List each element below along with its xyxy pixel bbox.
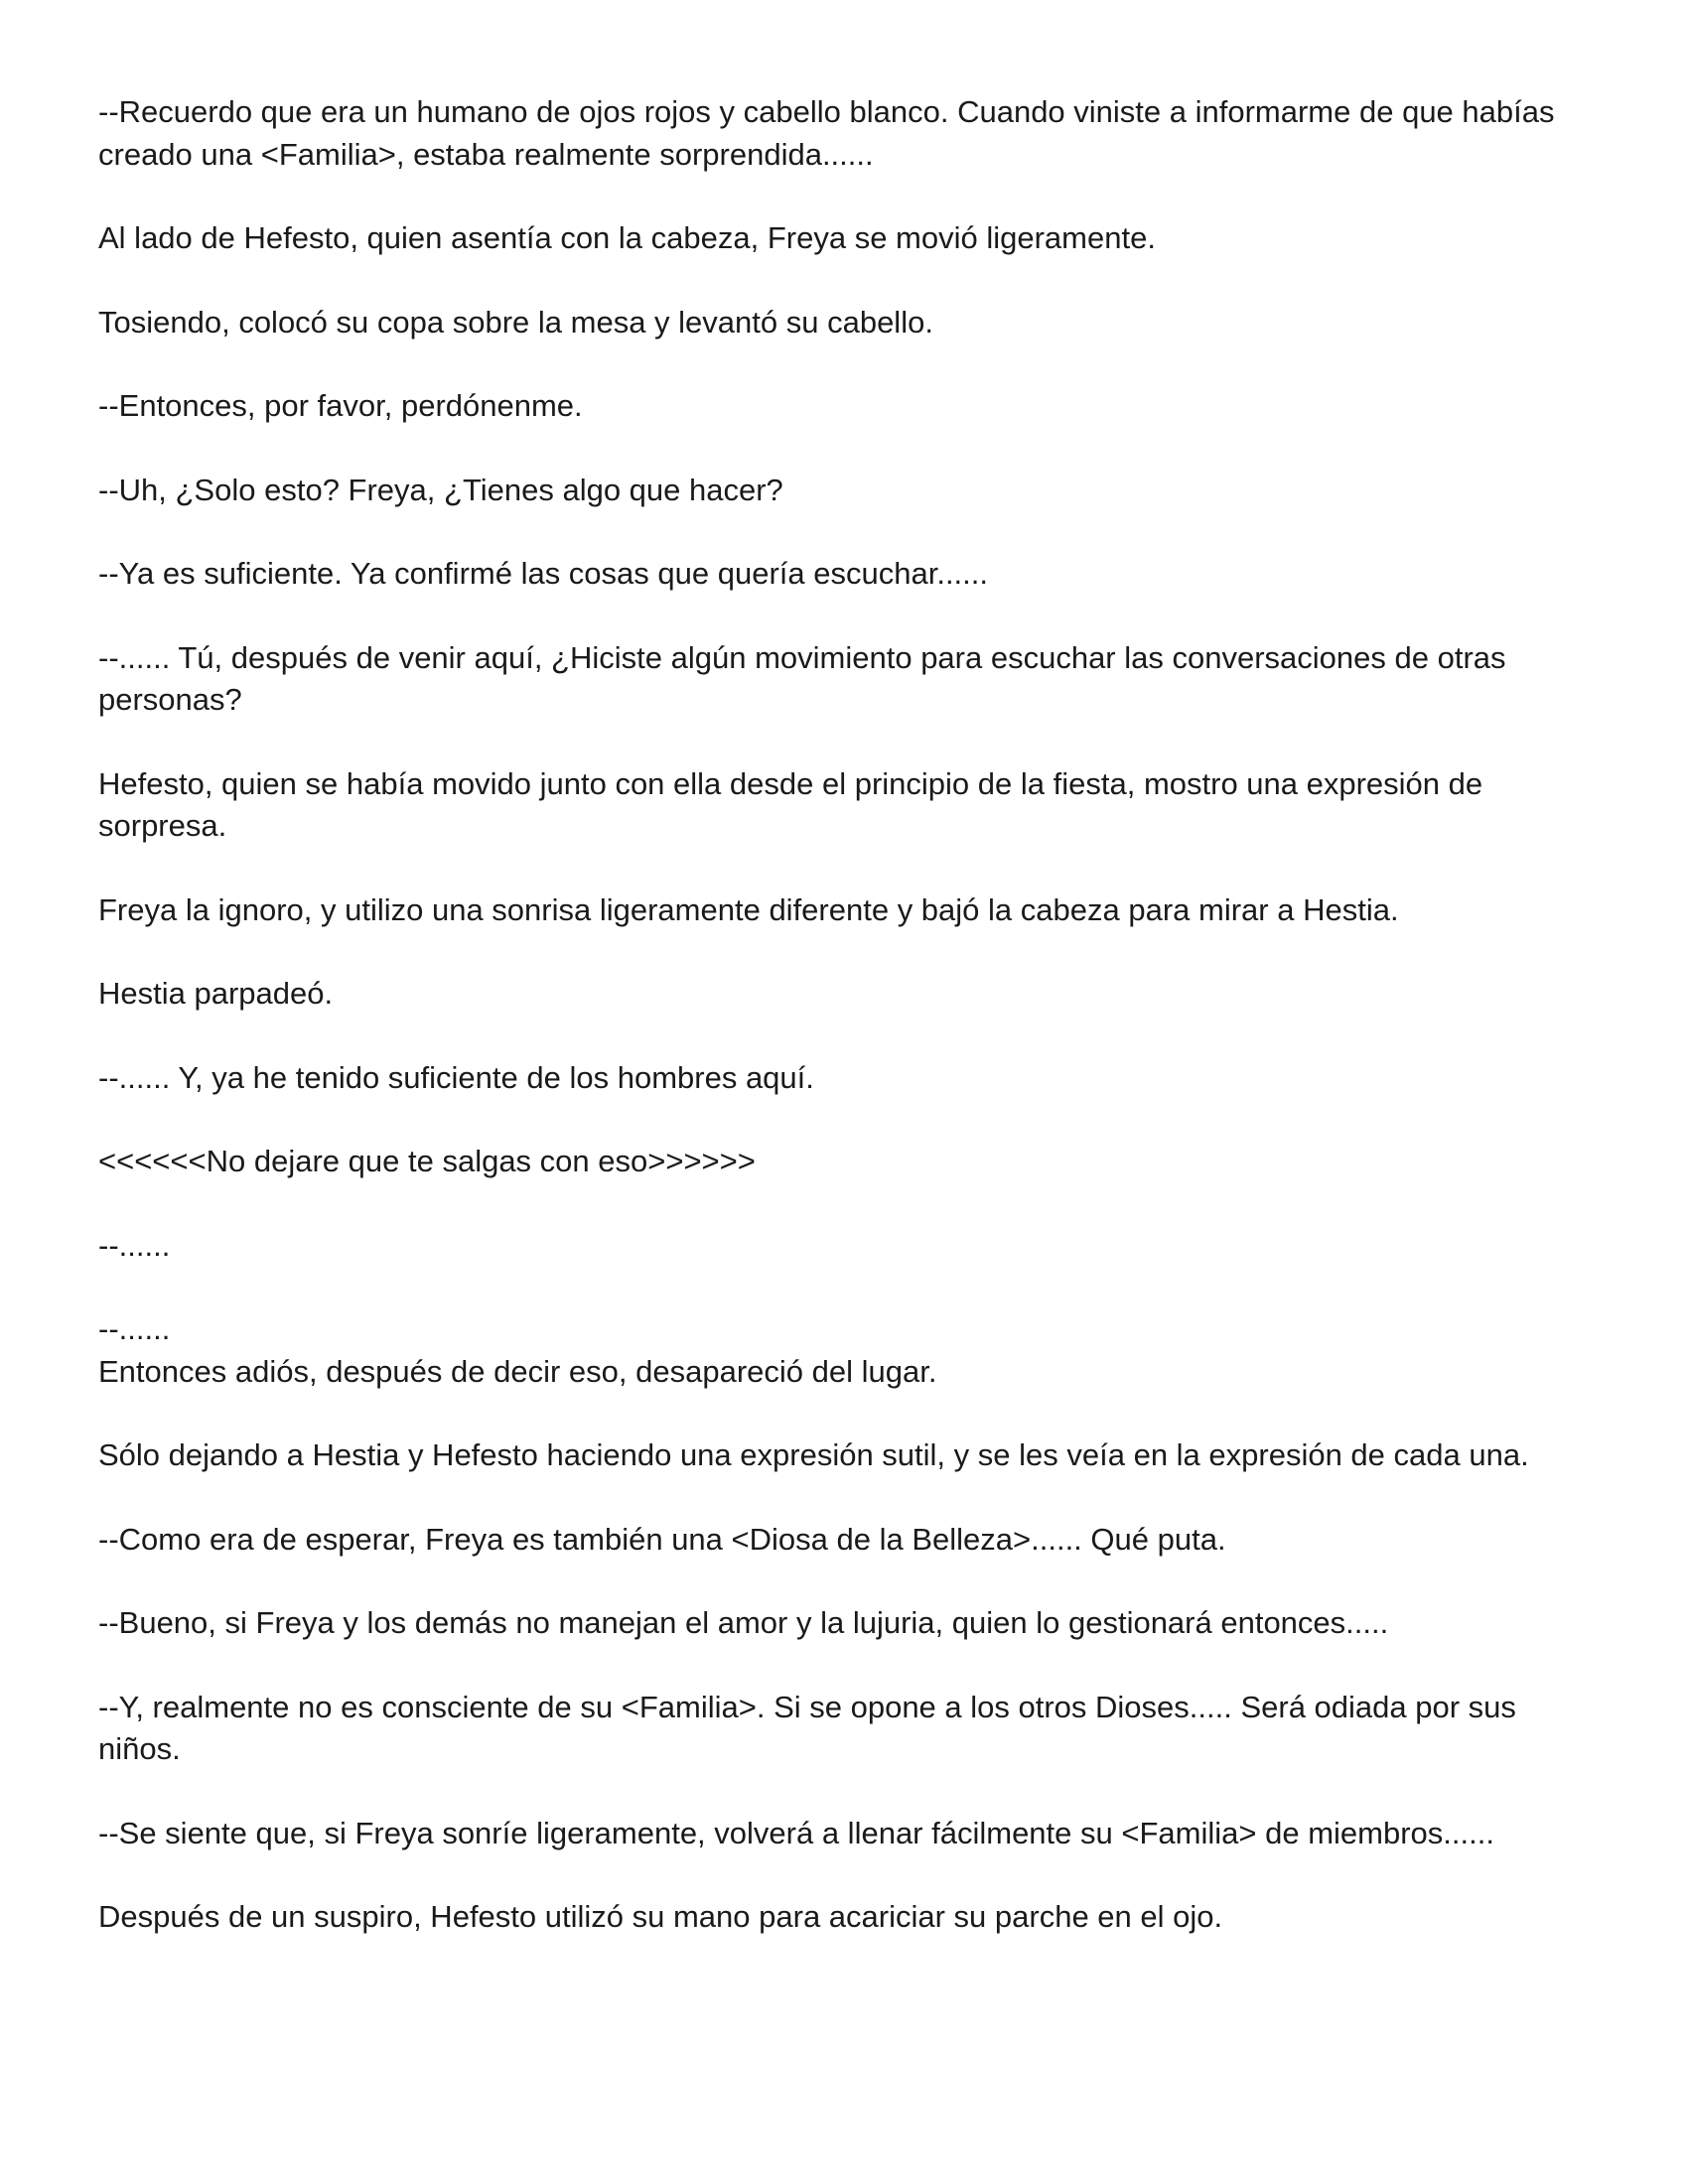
paragraph-9: Freya la ignoro, y utilizo una sonrisa ligeramente diferente y bajó la cabeza para mirar a Hestia. bbox=[98, 891, 1399, 927]
paragraph-1: --Recuerdo que era un humano de ojos rojos y cabello blanco. Cuando viniste a informarme de que habías creado una <Familia>, estaba realmente sorprendida...... bbox=[98, 94, 1555, 172]
paragraph-18: --Bueno, si Freya y los demás no manejan el amor y la lujuria, quien lo gestionará entonces..... bbox=[98, 1605, 1389, 1640]
paragraph-3: Tosiendo, colocó su copa sobre la mesa y levantó su cabello. bbox=[98, 304, 933, 340]
paragraph-6: --Ya es suficiente. Ya confirmé las cosas que quería escuchar...... bbox=[98, 556, 989, 591]
paragraph-17: --Como era de esperar, Freya es también una <Diosa de la Belleza>...... Qué puta. bbox=[98, 1521, 1226, 1557]
paragraph-4: --Entonces, por favor, perdónenme. bbox=[98, 388, 583, 423]
paragraph-15: Entonces adiós, después de decir eso, desapareció del lugar. bbox=[98, 1353, 937, 1389]
paragraph-2: Al lado de Hefesto, quien asentía con la cabeza, Freya se movió ligeramente. bbox=[98, 220, 1156, 255]
paragraph-19: --Y, realmente no es consciente de su <Familia>. Si se opone a los otros Dioses..... Será odiada por sus niños. bbox=[98, 1689, 1516, 1766]
paragraph-20: --Se siente que, si Freya sonríe ligeramente, volverá a llenar fácilmente su <Familia> de miembros...... bbox=[98, 1815, 1494, 1850]
paragraph-10: Hestia parpadeó. bbox=[98, 976, 334, 1011]
paragraph-11: --...... Y, ya he tenido suficiente de los hombres aquí. bbox=[98, 1059, 814, 1095]
paragraph-13: --...... bbox=[98, 1227, 171, 1263]
paragraph-16: Sólo dejando a Hestia y Hefesto haciendo una expresión sutil, y se les veía en la expresión de cada una. bbox=[98, 1437, 1529, 1472]
document-body bbox=[98, 91, 1598, 1980]
paragraph-21: Después de un suspiro, Hefesto utilizó su mano para acariciar su parche en el ojo. bbox=[98, 1899, 1223, 1934]
paragraph-7: --...... Tú, después de venir aquí, ¿Hiciste algún movimiento para escuchar las conversaciones de otras personas? bbox=[98, 639, 1506, 717]
paragraph-5: --Uh, ¿Solo esto? Freya, ¿Tienes algo que hacer? bbox=[98, 472, 783, 507]
paragraph-14: --...... bbox=[98, 1311, 171, 1346]
paragraph-8: Hefesto, quien se había movido junto con ella desde el principio de la fiesta, mostro una expresión de sorpresa. bbox=[98, 765, 1483, 843]
paragraph-12: <<<<<<No dejare que te salgas con eso>>>>>> bbox=[98, 1144, 756, 1178]
